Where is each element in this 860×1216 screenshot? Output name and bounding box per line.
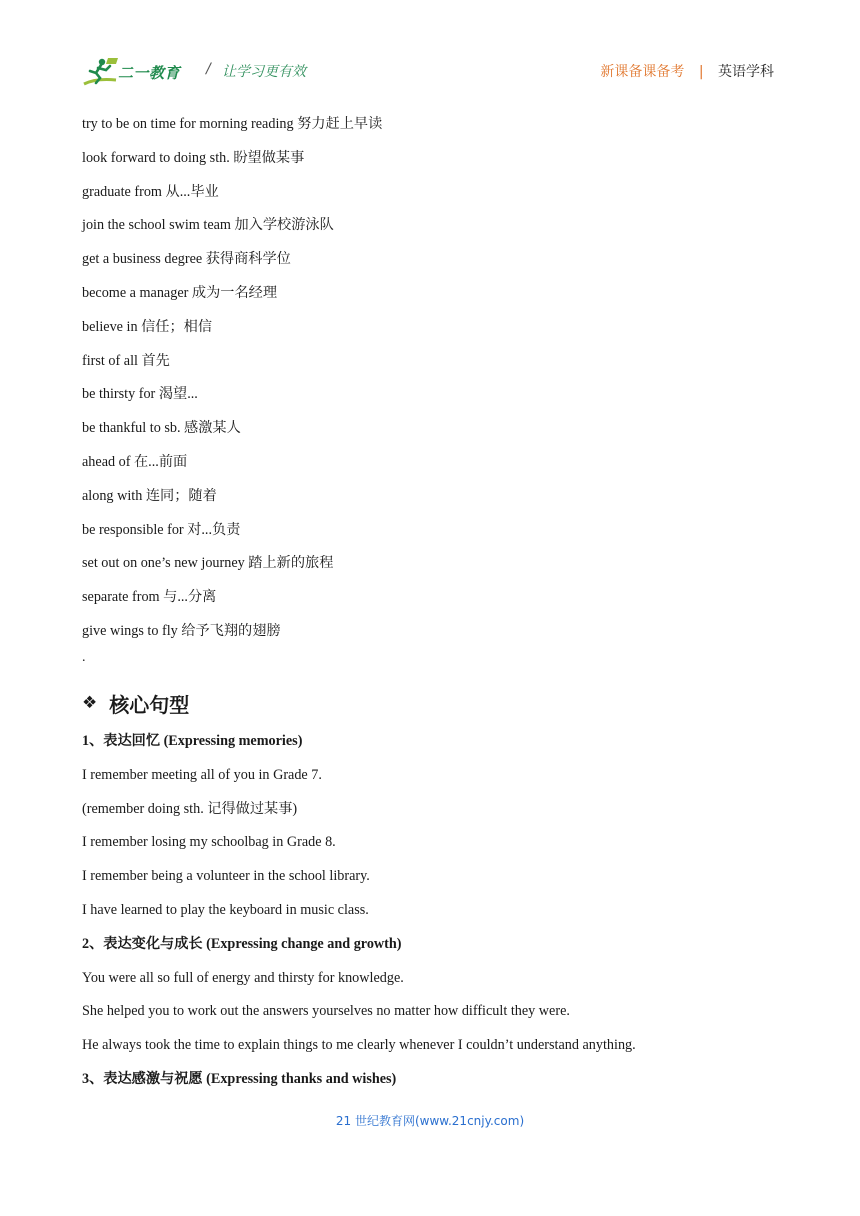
brand-logo — [82, 56, 192, 88]
sentence-item: She helped you to work out the answers yourselves no matter how difficult they were. — [82, 1003, 570, 1020]
phrase-item: become a manager 成为一名经理 — [82, 284, 278, 301]
page-header — [82, 56, 774, 90]
phrase-item: give wings to fly 给予飞翔的翅膀 — [82, 622, 281, 639]
header-subject: 英语学科 — [718, 64, 774, 80]
phrase-item: join the school swim team 加入学校游泳队 — [82, 217, 334, 234]
phrase-item: ahead of 在...前面 — [82, 453, 188, 470]
sentence-item: I remember being a volunteer in the school library. — [82, 868, 370, 885]
phrase-list — [82, 108, 782, 669]
stray-dot: . — [82, 649, 86, 665]
sentence-item: He always took the time to explain things to me clearly whenever I couldn’t understand anything. — [82, 1037, 636, 1054]
sentence-item: (remember doing sth. 记得做过某事) — [82, 800, 298, 817]
phrase-item: separate from 与...分离 — [82, 589, 217, 606]
logo-text: 二一教育 — [118, 64, 181, 82]
subheading-memories: 1、表达回忆 (Expressing memories) — [82, 733, 303, 749]
runner-logo-icon — [82, 56, 122, 88]
header-separator: | — [698, 64, 704, 80]
header-tag: 新课备课备考 — [600, 64, 685, 80]
subheading-change-growth: 2、表达变化与成长 (Expressing change and growth) — [82, 935, 402, 952]
sentence-item: I remember losing my schoolbag in Grade 8. — [82, 834, 336, 851]
sentence-item: I have learned to play the keyboard in music class. — [82, 901, 369, 918]
section-title: 核心句型 — [109, 692, 190, 717]
diamond-bullet-icon: ❖ — [82, 693, 98, 713]
phrase-item: graduate from 从...毕业 — [82, 183, 219, 200]
phrase-item: believe in 信任；相信 — [82, 318, 213, 335]
page-footer[interactable]: 21 世纪教育网(www.21cnjy.com) — [335, 1114, 525, 1128]
header-right — [600, 61, 774, 81]
phrase-item: look forward to doing sth. 盼望做某事 — [82, 149, 305, 166]
phrase-item: first of all 首先 — [82, 352, 170, 369]
header-slogan: 让学习更有效 — [222, 64, 306, 80]
sentence-list — [82, 725, 802, 1097]
phrase-item: along with 连同；随着 — [82, 487, 217, 504]
phrase-item: be responsible for 对...负责 — [82, 521, 241, 538]
phrase-item: try to be on time for morning reading 努力赶上早读 — [82, 116, 383, 132]
phrase-item: get a business degree 获得商科学位 — [82, 251, 291, 268]
subheading-thanks-wishes: 3、表达感激与祝愿 (Expressing thanks and wishes) — [82, 1070, 397, 1087]
section-heading — [82, 685, 189, 721]
header-slash: / — [206, 61, 211, 77]
sentence-item: You were all so full of energy and thirsty for knowledge. — [82, 969, 404, 986]
sentence-item: I remember meeting all of you in Grade 7. — [82, 766, 322, 783]
phrase-item: be thankful to sb. 感激某人 — [82, 420, 241, 437]
phrase-item: be thirsty for 渴望... — [82, 386, 198, 403]
phrase-item: set out on one’s new journey 踏上新的旅程 — [82, 555, 334, 572]
